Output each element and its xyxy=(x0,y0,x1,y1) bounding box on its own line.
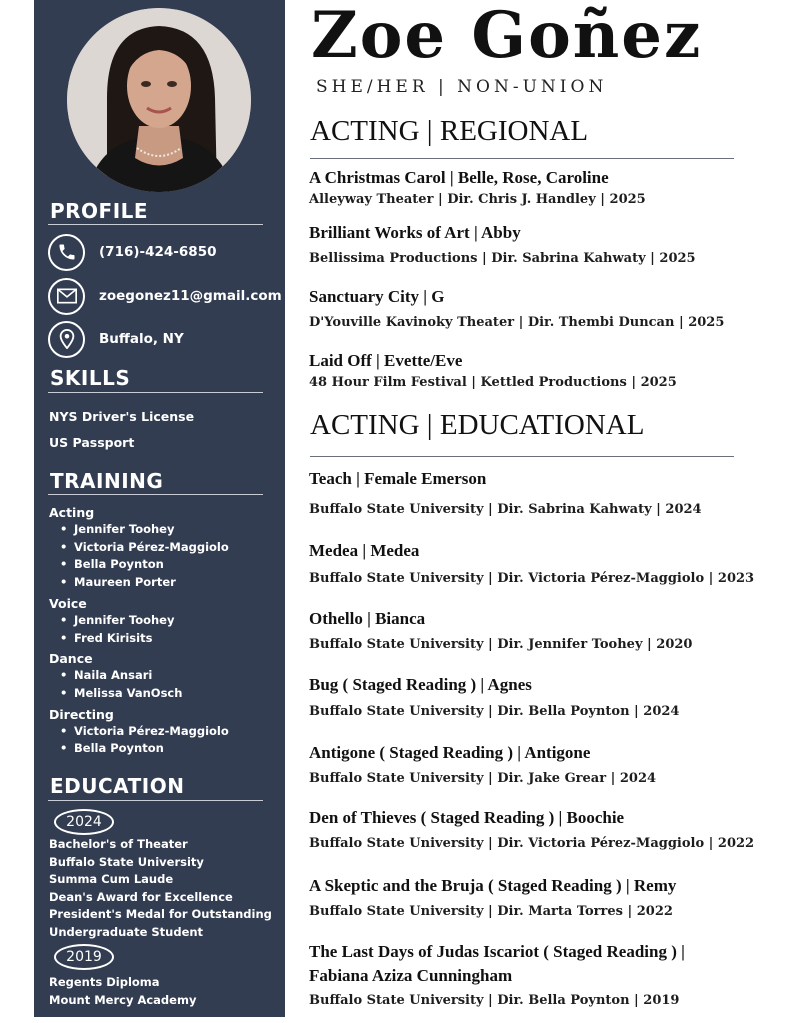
sidebar xyxy=(34,0,285,1017)
email-row xyxy=(48,277,282,315)
education-rule xyxy=(48,800,263,801)
credit-detail: Buffalo State University | Dir. Bella Poynton | 2019 xyxy=(309,993,680,1008)
education-entry xyxy=(49,836,272,941)
email-address: zoegonez11@gmail.com xyxy=(99,288,282,304)
credit-detail: D'Youville Kavinoky Theater | Dir. Thembi Duncan | 2025 xyxy=(309,315,725,330)
year-badge: 2024 xyxy=(54,809,114,835)
credit-role: Brilliant Works of Art | Abby xyxy=(309,223,521,242)
email-icon xyxy=(48,278,85,315)
year-badge: 2019 xyxy=(54,944,114,970)
training-rule xyxy=(48,494,263,495)
training-item: • Jennifer Toohey xyxy=(60,521,274,539)
education-line: President's Medal for Outstanding xyxy=(49,907,272,921)
phone-icon xyxy=(48,234,85,271)
training-item: • Victoria Pérez-Maggiolo xyxy=(60,539,274,557)
credit-role: Bug ( Staged Reading ) | Agnes xyxy=(309,675,532,694)
pronouns-union-status: SHE/HER | NON-UNION xyxy=(316,77,608,97)
education-line: Dean's Award for Excellence xyxy=(49,889,233,904)
credit-detail: Buffalo State University | Dir. Victoria Pérez-Maggiolo | 2022 xyxy=(309,836,755,851)
credit-role: Othello | Bianca xyxy=(309,609,426,628)
profile-rule xyxy=(48,224,263,225)
training-item: • Naila Ansari xyxy=(60,667,274,685)
education-line: Regents Diploma xyxy=(49,975,160,989)
credit-detail: Buffalo State University | Dir. Jake Grear | 2024 xyxy=(309,771,657,786)
credit-detail: Buffalo State University | Dir. Marta Torres | 2022 xyxy=(309,904,673,919)
training-heading: TRAINING xyxy=(50,469,164,493)
education-line: Bachelor's of Theater xyxy=(49,837,188,851)
education-heading: EDUCATION xyxy=(50,774,185,798)
credit-role-continued: Fabiana Aziza Cunningham xyxy=(309,966,513,985)
regional-heading: ACTING | REGIONAL xyxy=(310,115,589,147)
training-item: • Maureen Porter xyxy=(60,574,274,592)
credit-role: The Last Days of Judas Iscariot ( Staged Reading ) | xyxy=(309,942,685,961)
profile-heading: PROFILE xyxy=(50,199,149,223)
educational-rule xyxy=(310,456,734,457)
headshot-photo xyxy=(67,8,251,192)
location-row xyxy=(48,320,184,358)
educational-heading: ACTING | EDUCATIONAL xyxy=(310,409,645,441)
training-item: • Victoria Pérez-Maggiolo xyxy=(60,723,274,741)
location-pin-icon xyxy=(48,321,85,358)
training-category: Dance xyxy=(49,651,93,667)
full-name: Zoe Goñez xyxy=(311,0,703,73)
skill-item: NYS Driver's License xyxy=(49,409,195,424)
credit-role: Den of Thieves ( Staged Reading ) | Boochie xyxy=(309,808,625,827)
training-item: • Melissa VanOsch xyxy=(60,685,274,703)
education-line: Buffalo State University xyxy=(49,854,204,869)
training-item: • Jennifer Toohey xyxy=(60,612,274,630)
credit-detail: Buffalo State University | Dir. Sabrina Kahwaty | 2024 xyxy=(309,502,702,517)
credit-role: Sanctuary City | G xyxy=(309,287,445,306)
credit-role: A Skeptic and the Bruja ( Staged Reading ) | Remy xyxy=(309,876,677,895)
training-item: • Bella Poynton xyxy=(60,556,274,574)
training-item: • Bella Poynton xyxy=(60,740,274,758)
training-category: Acting xyxy=(49,505,95,520)
credit-role: A Christmas Carol | Belle, Rose, Caroline xyxy=(309,168,609,187)
credit-detail: Alleyway Theater | Dir. Chris J. Handley | 2025 xyxy=(309,192,646,207)
credit-detail: Buffalo State University | Dir. Victoria Pérez-Maggiolo | 2023 xyxy=(309,571,755,586)
education-line: Undergraduate Student xyxy=(49,924,204,939)
phone-number: (716)-424-6850 xyxy=(99,244,217,260)
regional-rule xyxy=(310,158,734,159)
education-line: Summa Cum Laude xyxy=(49,872,174,886)
training-item: • Fred Kirisits xyxy=(60,630,274,648)
training-category: Directing xyxy=(49,706,114,722)
phone-row xyxy=(48,233,216,271)
credit-role: Laid Off | Evette/Eve xyxy=(309,351,463,370)
credit-detail: Buffalo State University | Dir. Jennifer Toohey | 2020 xyxy=(309,637,693,652)
skills-rule xyxy=(48,392,263,393)
credit-detail: Buffalo State University | Dir. Bella Poynton | 2024 xyxy=(309,704,680,719)
location-text: Buffalo, NY xyxy=(99,331,184,347)
credit-detail: 48 Hour Film Festival | Kettled Productions | 2025 xyxy=(309,375,677,390)
skill-item: US Passport xyxy=(49,435,135,450)
training-list xyxy=(49,504,274,761)
education-entry xyxy=(49,974,196,1009)
credit-detail: Bellissima Productions | Dir. Sabrina Kahwaty | 2025 xyxy=(309,251,696,266)
credit-role: Medea | Medea xyxy=(309,541,420,560)
education-line: Mount Mercy Academy xyxy=(49,992,197,1007)
skills-heading: SKILLS xyxy=(50,366,131,390)
credit-role: Antigone ( Staged Reading ) | Antigone xyxy=(309,743,591,762)
training-category: Voice xyxy=(49,595,87,611)
credit-role: Teach | Female Emerson xyxy=(309,469,487,488)
